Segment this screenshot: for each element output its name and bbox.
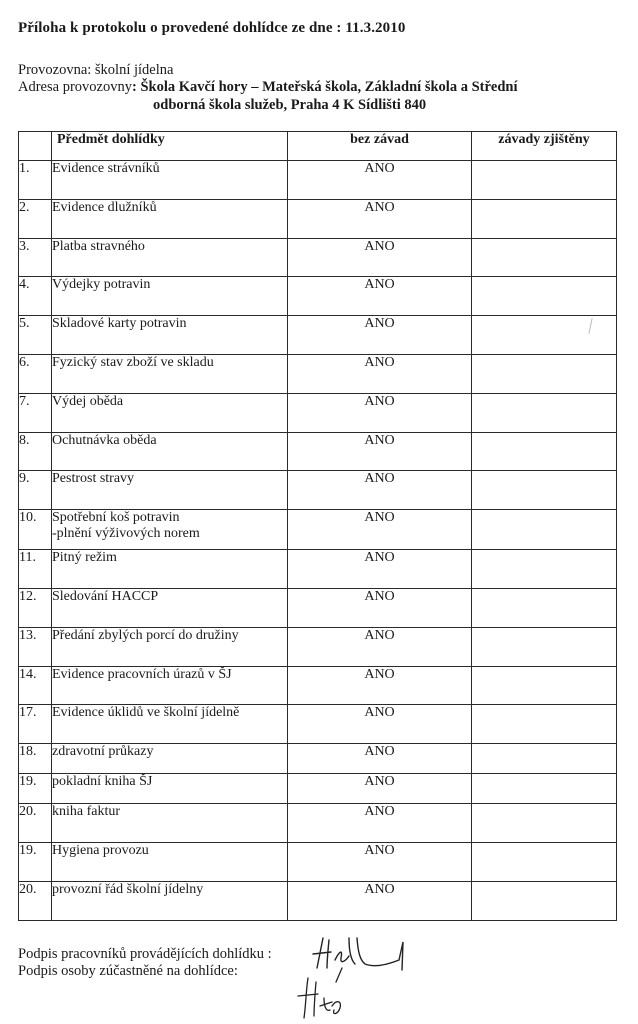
row-no-defects-value: ANO bbox=[288, 510, 472, 550]
row-subject bbox=[52, 161, 288, 200]
table-row bbox=[19, 277, 617, 316]
inspection-table bbox=[18, 131, 617, 921]
address-line: Adresa provozovny: Škola Kavčí hory – Mateřská škola, Základní škola a Střední bbox=[18, 79, 518, 95]
document-title: Příloha k protokolu o provedené dohlídce ze dne : 11.3.2010 bbox=[18, 20, 406, 36]
row-defects-found-value bbox=[472, 510, 617, 550]
row-number: 9. bbox=[19, 471, 52, 510]
address-value-line1: Škola Kavčí hory – Mateřská škola, Základní škola a Střední bbox=[140, 79, 518, 95]
row-number: 18. bbox=[19, 744, 52, 774]
row-no-defects-value: ANO bbox=[288, 432, 472, 471]
row-defects-found-value bbox=[472, 588, 617, 627]
row-number: 20. bbox=[19, 804, 52, 843]
row-no-defects-value: ANO bbox=[288, 705, 472, 744]
row-number: 19. bbox=[19, 774, 52, 804]
row-subject-text-continued: -plnění výživových norem bbox=[52, 526, 200, 542]
row-number: 19. bbox=[19, 842, 52, 881]
row-subject-text: Pitný režim bbox=[52, 550, 117, 566]
table-row bbox=[19, 471, 617, 510]
row-subject-text: Výdejky potravin bbox=[52, 277, 151, 293]
row-no-defects-value: ANO bbox=[288, 161, 472, 200]
row-no-defects-value: ANO bbox=[288, 199, 472, 238]
row-subject bbox=[52, 238, 288, 277]
row-defects-found-value bbox=[472, 432, 617, 471]
row-subject bbox=[52, 432, 288, 471]
row-no-defects-value: ANO bbox=[288, 238, 472, 277]
table-row bbox=[19, 627, 617, 666]
column-header-no-defects: bez závad bbox=[288, 132, 472, 161]
row-defects-found-value bbox=[472, 277, 617, 316]
row-number: 20. bbox=[19, 881, 52, 920]
row-subject-text: Evidence strávníků bbox=[52, 161, 160, 176]
row-subject-text: Evidence dlužníků bbox=[52, 199, 157, 215]
row-subject-text: kniha faktur bbox=[52, 804, 121, 820]
row-subject-text: Sledování HACCP bbox=[52, 588, 159, 604]
address-label: Adresa provozovny bbox=[18, 79, 132, 95]
row-defects-found-value bbox=[472, 238, 617, 277]
row-subject bbox=[52, 277, 288, 316]
table-row bbox=[19, 238, 617, 277]
row-defects-found-value bbox=[472, 842, 617, 881]
row-defects-found-value bbox=[472, 161, 617, 200]
row-no-defects-value: ANO bbox=[288, 881, 472, 920]
row-subject bbox=[52, 744, 288, 774]
row-no-defects-value: ANO bbox=[288, 627, 472, 666]
row-no-defects-value: ANO bbox=[288, 744, 472, 774]
row-subject-text: Evidence pracovních úrazů v ŠJ bbox=[52, 666, 232, 682]
row-defects-found-value bbox=[472, 316, 617, 355]
establishment-line: Provozovna: školní jídelna bbox=[18, 62, 174, 78]
column-header-subject: Předmět dohlídky bbox=[52, 132, 288, 161]
row-number: 10. bbox=[19, 510, 52, 550]
row-number: 13. bbox=[19, 627, 52, 666]
row-defects-found-value bbox=[472, 354, 617, 393]
table-row bbox=[19, 550, 617, 589]
row-subject-text: pokladní kniha ŠJ bbox=[52, 774, 153, 790]
row-number: 8. bbox=[19, 432, 52, 471]
row-number: 7. bbox=[19, 393, 52, 432]
column-header-number bbox=[19, 132, 52, 161]
row-subject-text: Ochutnávka oběda bbox=[52, 432, 157, 448]
row-subject bbox=[52, 550, 288, 589]
row-subject bbox=[52, 510, 288, 550]
row-subject bbox=[52, 774, 288, 804]
row-number: 3. bbox=[19, 238, 52, 277]
row-subject-text: Platba stravného bbox=[52, 238, 145, 254]
table-row bbox=[19, 316, 617, 355]
signature-label-workers: Podpis pracovníků provádějících dohlídku : bbox=[18, 946, 272, 962]
row-defects-found-value bbox=[472, 550, 617, 589]
table-row bbox=[19, 666, 617, 705]
row-subject bbox=[52, 705, 288, 744]
row-defects-found-value bbox=[472, 881, 617, 920]
row-defects-found-value bbox=[472, 393, 617, 432]
handwritten-signature-participant bbox=[288, 960, 358, 1022]
row-defects-found-value bbox=[472, 804, 617, 843]
table-row bbox=[19, 354, 617, 393]
row-number: 5. bbox=[19, 316, 52, 355]
row-subject bbox=[52, 804, 288, 843]
row-number: 6. bbox=[19, 354, 52, 393]
row-subject bbox=[52, 627, 288, 666]
row-subject-text: Fyzický stav zboží ve skladu bbox=[52, 354, 214, 370]
row-subject-text: zdravotní průkazy bbox=[52, 744, 154, 760]
row-subject-text: Hygiena provozu bbox=[52, 842, 149, 858]
table-row bbox=[19, 393, 617, 432]
row-defects-found-value bbox=[472, 774, 617, 804]
row-no-defects-value: ANO bbox=[288, 471, 472, 510]
row-subject bbox=[52, 316, 288, 355]
row-subject bbox=[52, 471, 288, 510]
row-subject-text: Skladové karty potravin bbox=[52, 316, 187, 332]
table-row bbox=[19, 432, 617, 471]
row-number: 11. bbox=[19, 550, 52, 589]
row-no-defects-value: ANO bbox=[288, 277, 472, 316]
row-number: 12. bbox=[19, 588, 52, 627]
row-defects-found-value bbox=[472, 744, 617, 774]
row-no-defects-value: ANO bbox=[288, 666, 472, 705]
table-row bbox=[19, 510, 617, 550]
row-no-defects-value: ANO bbox=[288, 550, 472, 589]
row-number: 1. bbox=[19, 161, 52, 200]
row-subject bbox=[52, 588, 288, 627]
row-no-defects-value: ANO bbox=[288, 842, 472, 881]
row-subject-text: Spotřební koš potravin bbox=[52, 510, 180, 526]
row-no-defects-value: ANO bbox=[288, 804, 472, 843]
row-no-defects-value: ANO bbox=[288, 354, 472, 393]
table-row bbox=[19, 705, 617, 744]
row-subject-text: Pestrost stravy bbox=[52, 471, 135, 487]
table-row bbox=[19, 842, 617, 881]
table-row bbox=[19, 199, 617, 238]
row-subject bbox=[52, 881, 288, 920]
signature-label-participant: Podpis osoby zúčastněné na dohlídce: bbox=[18, 963, 238, 979]
row-subject bbox=[52, 842, 288, 881]
row-defects-found-value bbox=[472, 199, 617, 238]
table-row bbox=[19, 881, 617, 920]
row-no-defects-value: ANO bbox=[288, 774, 472, 804]
row-number: 17. bbox=[19, 705, 52, 744]
row-defects-found-value bbox=[472, 471, 617, 510]
table-row bbox=[19, 161, 617, 200]
row-number: 14. bbox=[19, 666, 52, 705]
table-row bbox=[19, 588, 617, 627]
address-value-line2: odborná škola služeb, Praha 4 K Sídlišti 840 bbox=[153, 97, 427, 113]
row-defects-found-value bbox=[472, 705, 617, 744]
row-defects-found-value bbox=[472, 627, 617, 666]
row-subject bbox=[52, 393, 288, 432]
row-subject-text: provozní řád školní jídelny bbox=[52, 881, 204, 897]
table-row bbox=[19, 744, 617, 774]
row-subject bbox=[52, 354, 288, 393]
column-header-defects-found: závady zjištěny bbox=[472, 132, 617, 161]
table-row bbox=[19, 774, 617, 804]
row-no-defects-value: ANO bbox=[288, 588, 472, 627]
row-defects-found-value bbox=[472, 666, 617, 705]
row-subject-text: Výdej oběda bbox=[52, 393, 124, 409]
row-number: 2. bbox=[19, 199, 52, 238]
row-no-defects-value: ANO bbox=[288, 316, 472, 355]
table-row bbox=[19, 804, 617, 843]
row-subject-text: Evidence úklidů ve školní jídelně bbox=[52, 705, 240, 721]
row-number: 4. bbox=[19, 277, 52, 316]
row-subject bbox=[52, 666, 288, 705]
row-subject-text: Předání zbylých porcí do družiny bbox=[52, 627, 239, 643]
row-no-defects-value: ANO bbox=[288, 393, 472, 432]
row-subject bbox=[52, 199, 288, 238]
